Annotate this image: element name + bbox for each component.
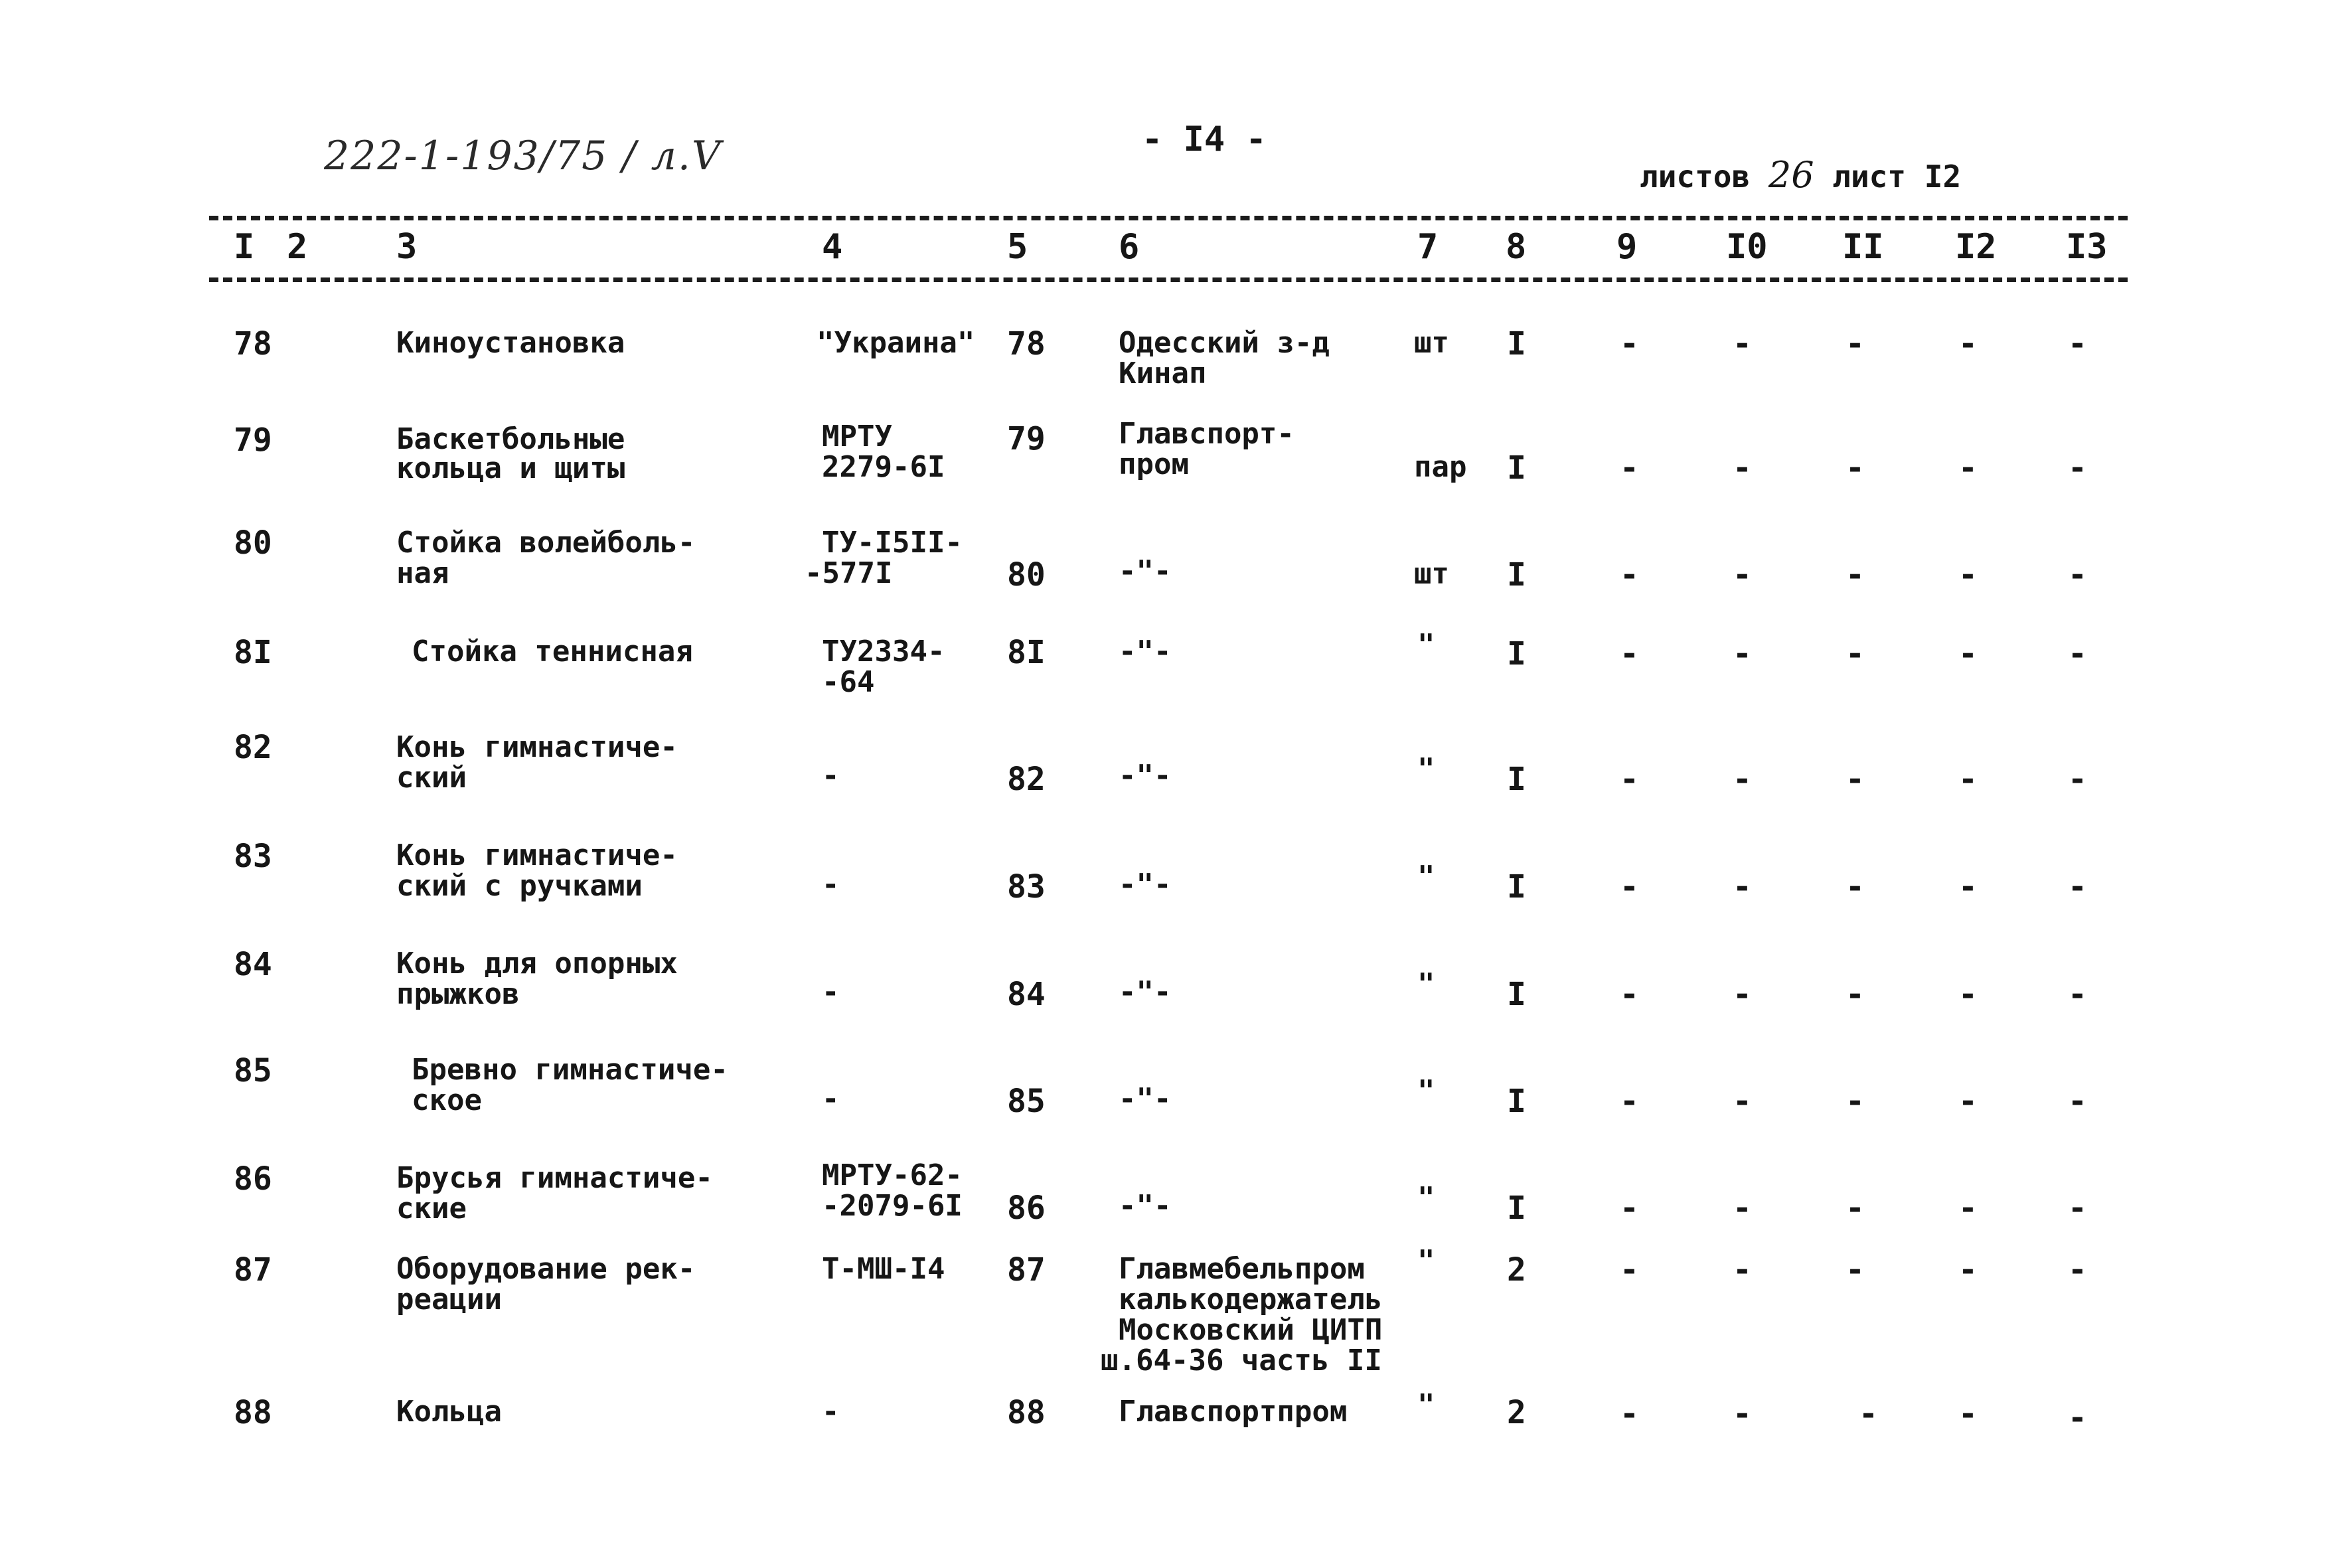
maker-line: Главмебельпром [1119, 1252, 1365, 1286]
unit: пар [1414, 450, 1467, 484]
empty-cell: - [1958, 635, 1978, 672]
empty-cell: - [1733, 976, 1752, 1013]
column-header: 8 [1506, 227, 1527, 267]
item-name-line: Стойка теннисная [412, 635, 693, 668]
row-number: 80 [234, 524, 272, 562]
item-name-line: Киноустановка [396, 326, 625, 360]
spec-line: -64 [822, 665, 875, 699]
position-number: 83 [1007, 868, 1046, 905]
row-number: 84 [234, 946, 272, 983]
empty-cell: - [1958, 761, 1978, 798]
empty-cell: - [1958, 868, 1978, 905]
row-number: 87 [234, 1251, 272, 1289]
unit: " [1417, 860, 1435, 894]
item-name-line: ная [396, 556, 449, 590]
column-header: 7 [1417, 227, 1439, 267]
empty-cell: - [2068, 325, 2087, 362]
maker-line: Главспортпром [1119, 1395, 1348, 1429]
empty-cell: - [2068, 449, 2087, 487]
empty-cell: - [1733, 556, 1752, 593]
sheet-info [1640, 154, 1961, 196]
empty-cell: - [1958, 1190, 1978, 1227]
empty-cell: - [2068, 761, 2087, 798]
item-name-line: Кольца [396, 1395, 502, 1429]
empty-cell: - [1733, 761, 1752, 798]
item-name-line: ский с ручками [396, 869, 643, 903]
position-number: 87 [1007, 1251, 1046, 1289]
empty-cell: - [1620, 449, 1639, 487]
item-name-line: Конь гимнастиче- [396, 838, 678, 872]
column-header: I [234, 227, 255, 267]
row-number: 83 [234, 838, 272, 875]
empty-cell: - [2068, 1190, 2087, 1227]
position-number: 80 [1007, 556, 1046, 593]
row-number: 78 [234, 325, 272, 362]
empty-cell: - [1845, 556, 1865, 593]
empty-cell: - [1845, 325, 1865, 362]
quantity: I [1507, 868, 1526, 905]
spec-line: МРТУ-62- [822, 1158, 963, 1192]
empty-cell: - [1620, 1083, 1639, 1120]
unit: " [1417, 1074, 1435, 1108]
empty-cell: - [2068, 556, 2087, 593]
position-number: 88 [1007, 1394, 1046, 1431]
empty-cell: - [1733, 635, 1752, 672]
maker-line: -"- [1119, 1082, 1172, 1116]
empty-cell: - [1620, 868, 1639, 905]
empty-cell: - [1958, 449, 1978, 487]
position-number: 86 [1007, 1190, 1046, 1227]
empty-cell: - [1733, 325, 1752, 362]
empty-cell: - [2068, 868, 2087, 905]
column-header: I3 [2066, 227, 2108, 267]
row-number: 79 [234, 422, 272, 459]
quantity: I [1507, 325, 1526, 362]
maker-line: -"- [1119, 975, 1172, 1009]
spec-line: - [822, 975, 840, 1009]
empty-cell: - [1859, 1395, 1878, 1433]
quantity: 2 [1507, 1251, 1526, 1289]
position-number: 85 [1007, 1083, 1046, 1120]
empty-cell: - [1620, 1251, 1639, 1289]
column-header: 9 [1616, 227, 1638, 267]
spec-line: -577I [805, 556, 893, 590]
unit: " [1417, 967, 1435, 1001]
sheet-label: лист [1832, 159, 1907, 195]
column-header: 2 [287, 227, 308, 267]
column-header: I2 [1955, 227, 1997, 267]
header-rule-bottom [209, 277, 2128, 282]
row-number: 82 [234, 729, 272, 766]
item-name-line: кольца и щиты [396, 451, 625, 485]
empty-cell: - [1958, 1251, 1978, 1289]
unit: шт [1414, 557, 1449, 591]
item-name-line: реации [396, 1283, 502, 1316]
column-header: II [1842, 227, 1884, 267]
quantity: I [1507, 635, 1526, 672]
empty-cell: - [1845, 635, 1865, 672]
spec-line: Т-МШ-I4 [822, 1252, 945, 1286]
empty-cell: - [1845, 1190, 1865, 1227]
item-name-line: Конь для опорных [396, 947, 678, 980]
item-name-line: Бревно гимнастиче- [412, 1053, 728, 1087]
column-header: 3 [396, 227, 418, 267]
item-name-line: Оборудование рек- [396, 1252, 696, 1286]
spec-line: "Украина" [817, 326, 975, 360]
row-number: 85 [234, 1052, 272, 1089]
maker-line: -"- [1119, 635, 1172, 668]
row-number: 86 [234, 1160, 272, 1198]
spec-line: - [822, 759, 840, 793]
empty-cell: - [1958, 1395, 1978, 1433]
empty-cell: - [1733, 1190, 1752, 1227]
empty-cell: - [1845, 761, 1865, 798]
empty-cell: - [1733, 1395, 1752, 1433]
position-number: 79 [1007, 420, 1046, 457]
position-number: 8I [1007, 634, 1046, 671]
empty-cell: - [2068, 1083, 2087, 1120]
empty-cell: - [1620, 1190, 1639, 1227]
sheets-prefix: листов [1640, 159, 1751, 195]
maker-line: -"- [1119, 868, 1172, 902]
header-rule-top [209, 216, 2128, 220]
column-header: 4 [822, 227, 843, 267]
quantity: I [1507, 976, 1526, 1013]
empty-cell: - [1620, 325, 1639, 362]
item-name-line: Брусья гимнастиче- [396, 1161, 713, 1195]
unit: " [1417, 1388, 1435, 1422]
quantity: 2 [1507, 1394, 1526, 1431]
maker-line: Московский ЦИТП [1119, 1313, 1383, 1347]
row-number: 8I [234, 634, 272, 671]
quantity: I [1507, 556, 1526, 593]
row-number: 88 [234, 1394, 272, 1431]
item-name-line: прыжков [396, 977, 520, 1011]
maker-line: Одесский з-д [1119, 326, 1330, 360]
unit: " [1417, 1244, 1435, 1278]
item-name-line: ское [412, 1083, 482, 1117]
spec-line: - [822, 1082, 840, 1116]
spec-line: ТУ-I5II- [822, 526, 963, 560]
maker-line: -"- [1119, 759, 1172, 793]
column-header: 5 [1007, 227, 1028, 267]
column-header: 6 [1119, 227, 1140, 267]
empty-cell: - [1958, 556, 1978, 593]
empty-cell: - [2068, 1251, 2087, 1289]
empty-cell: - [1620, 1395, 1639, 1433]
item-name-line: Баскетбольные [396, 422, 625, 456]
empty-cell: - [1958, 976, 1978, 1013]
quantity: I [1507, 449, 1526, 487]
item-name-line: ские [396, 1192, 467, 1225]
empty-cell: - [1733, 1251, 1752, 1289]
position-number: 84 [1007, 976, 1046, 1013]
sheet-number: I2 [1924, 159, 1962, 195]
item-name-line: Стойка волейболь- [396, 526, 696, 560]
empty-cell: - [1733, 868, 1752, 905]
maker-line: калькодержатель [1119, 1283, 1383, 1316]
item-name-line: ский [396, 761, 467, 795]
empty-cell: - [1845, 1083, 1865, 1120]
item-name-line: Конь гимнастиче- [396, 730, 678, 764]
page-number: - I4 - [1142, 119, 1267, 159]
maker-line: -"- [1119, 1189, 1172, 1223]
empty-cell: - [2068, 1399, 2087, 1437]
empty-cell: - [1733, 1083, 1752, 1120]
quantity: I [1507, 1083, 1526, 1120]
empty-cell: - [1620, 635, 1639, 672]
position-number: 78 [1007, 325, 1046, 362]
column-header: I0 [1726, 227, 1768, 267]
position-number: 82 [1007, 761, 1046, 798]
spec-line: МРТУ [822, 420, 892, 453]
empty-cell: - [1620, 556, 1639, 593]
spec-line: - [822, 868, 840, 902]
empty-cell: - [1958, 325, 1978, 362]
spec-line: -2079-6I [822, 1189, 963, 1223]
empty-cell: - [1845, 1251, 1865, 1289]
unit: " [1417, 1181, 1435, 1215]
spec-line: ТУ2334- [822, 635, 945, 668]
maker-line: Главспорт- [1119, 417, 1294, 451]
spec-line: 2279-6I [822, 450, 945, 484]
unit: " [1417, 628, 1435, 662]
unit: шт [1414, 326, 1449, 360]
empty-cell: - [2068, 976, 2087, 1013]
maker-line: -"- [1119, 554, 1172, 588]
maker-line: Кинап [1119, 356, 1207, 390]
maker-line: пром [1119, 447, 1189, 481]
unit: " [1417, 752, 1435, 786]
sheets-total: 26 [1768, 154, 1814, 196]
empty-cell: - [1958, 1083, 1978, 1120]
quantity: I [1507, 761, 1526, 798]
quantity: I [1507, 1190, 1526, 1227]
empty-cell: - [1845, 976, 1865, 1013]
document-code: 222-1-193/75 / л.V [324, 133, 722, 179]
empty-cell: - [1733, 449, 1752, 487]
empty-cell: - [1845, 868, 1865, 905]
empty-cell: - [1620, 761, 1639, 798]
empty-cell: - [1620, 976, 1639, 1013]
empty-cell: - [2068, 635, 2087, 672]
spec-line: - [822, 1395, 840, 1429]
empty-cell: - [1845, 449, 1865, 487]
maker-line: ш.64-36 часть II [1101, 1344, 1382, 1377]
